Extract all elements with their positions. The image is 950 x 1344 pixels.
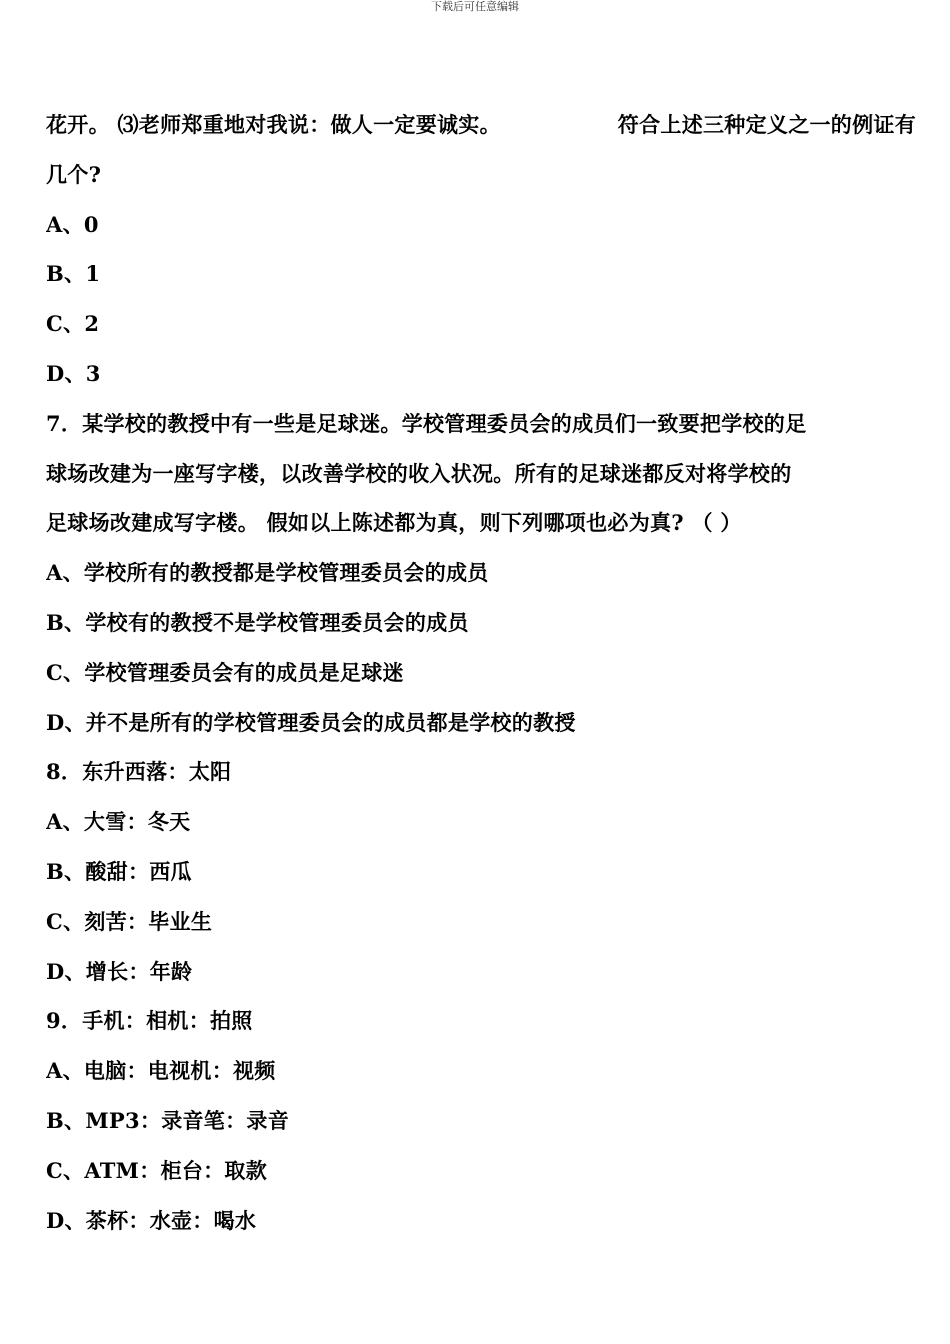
q8-option-b: B、酸甜：西瓜 bbox=[46, 858, 192, 884]
q6-option-c: C、2 bbox=[46, 311, 100, 337]
q9-stem: 9．手机：相机：拍照 bbox=[46, 1008, 253, 1034]
q7-option-d: D、并不是所有的学校管理委员会的成员都是学校的教授 bbox=[46, 709, 576, 735]
q6-stem-line-2: 几个? bbox=[46, 161, 102, 187]
q8-option-d: D、增长：年龄 bbox=[46, 958, 193, 984]
q9-option-a: A、电脑：电视机：视频 bbox=[46, 1058, 276, 1084]
q7-stem-line-3: 足球场改建成写字楼。 假如以上陈述都为真，则下列哪项也必为真? （ ） bbox=[46, 510, 742, 536]
q7-stem-line-2: 球场改建为一座写字楼，以改善学校的收入状况。所有的足球迷都反对将学校的 bbox=[46, 460, 792, 486]
q7-option-a: A、学校所有的教授都是学校管理委员会的成员 bbox=[46, 560, 489, 586]
q9-option-b: B、MP3：录音笔：录音 bbox=[46, 1107, 289, 1133]
q7-stem-line-1: 7．某学校的教授中有一些是足球迷。学校管理委员会的成员们一致要把学校的足 bbox=[46, 410, 807, 436]
q6-option-d: D、3 bbox=[46, 360, 101, 386]
document-body bbox=[46, 100, 916, 1245]
q7-option-c: C、学校管理委员会有的成员是足球迷 bbox=[46, 659, 404, 685]
q6-stem-part-a: 花开。 ⑶老师郑重地对我说：做人一定要诚实。 bbox=[46, 112, 501, 137]
page-header: 下载后可任意编辑 bbox=[431, 0, 519, 13]
q8-option-c: C、刻苦：毕业生 bbox=[46, 908, 213, 934]
q6-stem-part-b: 符合上述三种定义之一的例证有 bbox=[617, 112, 916, 137]
q8-option-a: A、大雪：冬天 bbox=[46, 809, 191, 835]
q6-option-a: A、0 bbox=[46, 211, 99, 237]
q7-option-b: B、学校有的教授不是学校管理委员会的成员 bbox=[46, 609, 469, 635]
q9-option-c: C、ATM：柜台：取款 bbox=[46, 1157, 268, 1183]
q8-stem: 8．东升西落：太阳 bbox=[46, 759, 232, 785]
q6-option-b: B、1 bbox=[46, 261, 101, 287]
q9-option-d: D、茶杯：水壶：喝水 bbox=[46, 1207, 257, 1233]
q6-stem-line-1 bbox=[46, 100, 916, 150]
